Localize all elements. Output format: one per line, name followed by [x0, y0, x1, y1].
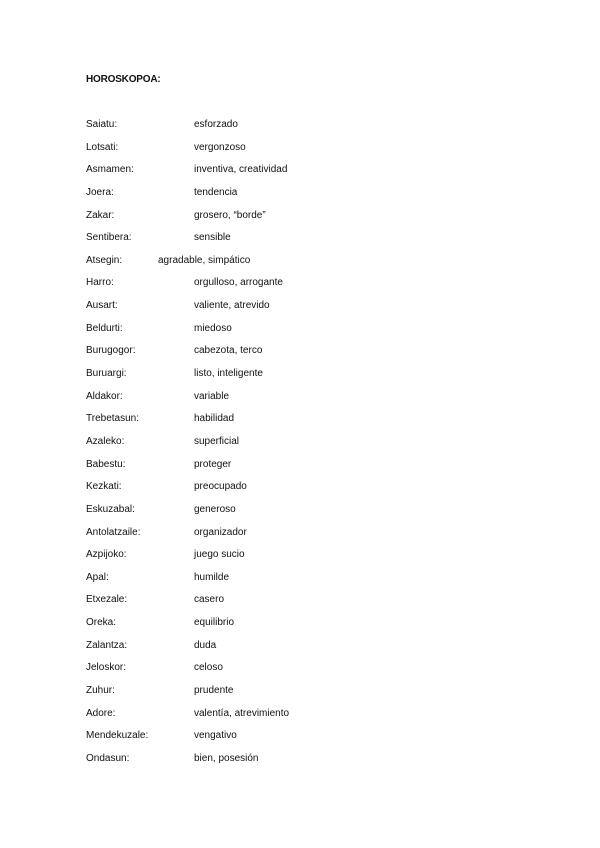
vocabulary-term: Zuhur:	[86, 685, 115, 697]
vocabulary-meaning: agradable, simpático	[158, 254, 251, 266]
vocabulary-meaning: organizador	[194, 526, 247, 538]
vocabulary-row	[0, 458, 600, 481]
vocabulary-meaning: prudente	[194, 685, 234, 697]
vocabulary-term: Zalantza:	[86, 639, 128, 651]
vocabulary-term: Eskuzabal:	[86, 503, 135, 515]
vocabulary-term: Joera:	[86, 186, 114, 198]
vocabulary-meaning: esforzado	[194, 119, 238, 130]
vocabulary-row	[0, 435, 600, 458]
vocabulary-term: Ondasun:	[86, 752, 130, 764]
vocabulary-row	[0, 639, 600, 662]
vocabulary-row	[0, 276, 600, 299]
vocabulary-term: Adore:	[86, 707, 116, 719]
vocabulary-term: Jeloskor:	[86, 662, 127, 674]
vocabulary-row	[0, 367, 600, 390]
vocabulary-row	[0, 707, 600, 730]
vocabulary-meaning: valentía, atrevimiento	[194, 707, 290, 719]
vocabulary-term: Buruargi:	[86, 368, 127, 380]
vocabulary-row	[0, 118, 600, 141]
vocabulary-row	[0, 480, 600, 503]
vocabulary-term: Azaleko:	[86, 435, 125, 447]
vocabulary-row	[0, 729, 600, 752]
vocabulary-row	[0, 616, 600, 639]
vocabulary-meaning: vergonzoso	[194, 141, 246, 153]
vocabulary-term: Aldakor:	[86, 390, 123, 402]
vocabulary-meaning: equilibrio	[194, 617, 235, 629]
vocabulary-meaning: duda	[194, 639, 217, 651]
vocabulary-meaning: grosero, “borde”	[194, 209, 266, 221]
vocabulary-term: Saiatu:	[86, 119, 118, 130]
vocabulary-meaning: preocupado	[194, 481, 247, 493]
vocabulary-meaning: variable	[194, 390, 230, 402]
vocabulary-row	[0, 209, 600, 232]
vocabulary-meaning: juego sucio	[194, 549, 245, 561]
vocabulary-meaning: bien, posesión	[194, 752, 259, 764]
vocabulary-term: Antolatzaile:	[86, 526, 141, 538]
vocabulary-row	[0, 254, 600, 277]
vocabulary-row	[0, 231, 600, 254]
vocabulary-term: Apal:	[86, 571, 109, 583]
document-title: HOROSKOPOA:	[86, 74, 161, 85]
vocabulary-term: Beldurti:	[86, 322, 123, 334]
vocabulary-term: Burugogor:	[86, 345, 136, 357]
vocabulary-term: Sentibera:	[86, 232, 132, 244]
vocabulary-row	[0, 412, 600, 435]
vocabulary-meaning: inventiva, creatividad	[194, 164, 288, 176]
vocabulary-meaning: tendencia	[194, 186, 238, 198]
vocabulary-term: Harro:	[86, 277, 114, 289]
vocabulary-meaning: cabezota, terco	[194, 345, 263, 357]
vocabulary-row	[0, 322, 600, 345]
vocabulary-term: Azpijoko:	[86, 549, 127, 561]
vocabulary-row	[0, 752, 600, 775]
vocabulary-term: Zakar:	[86, 209, 115, 221]
vocabulary-term: Etxezale:	[86, 594, 128, 606]
vocabulary-meaning: valiente, atrevido	[194, 300, 270, 312]
vocabulary-meaning: proteger	[194, 458, 232, 470]
vocabulary-row	[0, 299, 600, 322]
vocabulary-term: Babestu:	[86, 458, 126, 470]
vocabulary-term: Atsegin:	[86, 254, 123, 266]
vocabulary-row	[0, 661, 600, 684]
vocabulary-meaning: listo, inteligente	[194, 368, 263, 380]
vocabulary-term: Lotsati:	[86, 141, 119, 153]
vocabulary-row	[0, 526, 600, 549]
vocabulary-meaning: vengativo	[194, 730, 237, 742]
vocabulary-list	[0, 118, 600, 775]
vocabulary-term: Mendekuzale:	[86, 730, 149, 742]
vocabulary-meaning: celoso	[194, 662, 223, 674]
vocabulary-row	[0, 141, 600, 164]
vocabulary-term: Ausart:	[86, 300, 118, 312]
vocabulary-row	[0, 163, 600, 186]
vocabulary-meaning: generoso	[194, 503, 236, 515]
vocabulary-meaning: humilde	[194, 571, 230, 583]
vocabulary-meaning: superficial	[194, 435, 240, 447]
vocabulary-row	[0, 503, 600, 526]
vocabulary-meaning: casero	[194, 594, 225, 606]
vocabulary-meaning: miedoso	[194, 322, 232, 334]
vocabulary-row	[0, 186, 600, 209]
vocabulary-row	[0, 548, 600, 571]
vocabulary-row	[0, 593, 600, 616]
vocabulary-term: Asmamen:	[86, 164, 134, 176]
vocabulary-term: Trebetasun:	[86, 413, 139, 425]
vocabulary-meaning: sensible	[194, 232, 231, 244]
vocabulary-row	[0, 571, 600, 594]
vocabulary-term: Oreka:	[86, 617, 117, 629]
vocabulary-term: Kezkati:	[86, 481, 122, 493]
vocabulary-meaning: orgulloso, arrogante	[194, 277, 283, 289]
vocabulary-row	[0, 390, 600, 413]
vocabulary-row	[0, 684, 600, 707]
vocabulary-meaning: habilidad	[194, 413, 235, 425]
vocabulary-row	[0, 344, 600, 367]
